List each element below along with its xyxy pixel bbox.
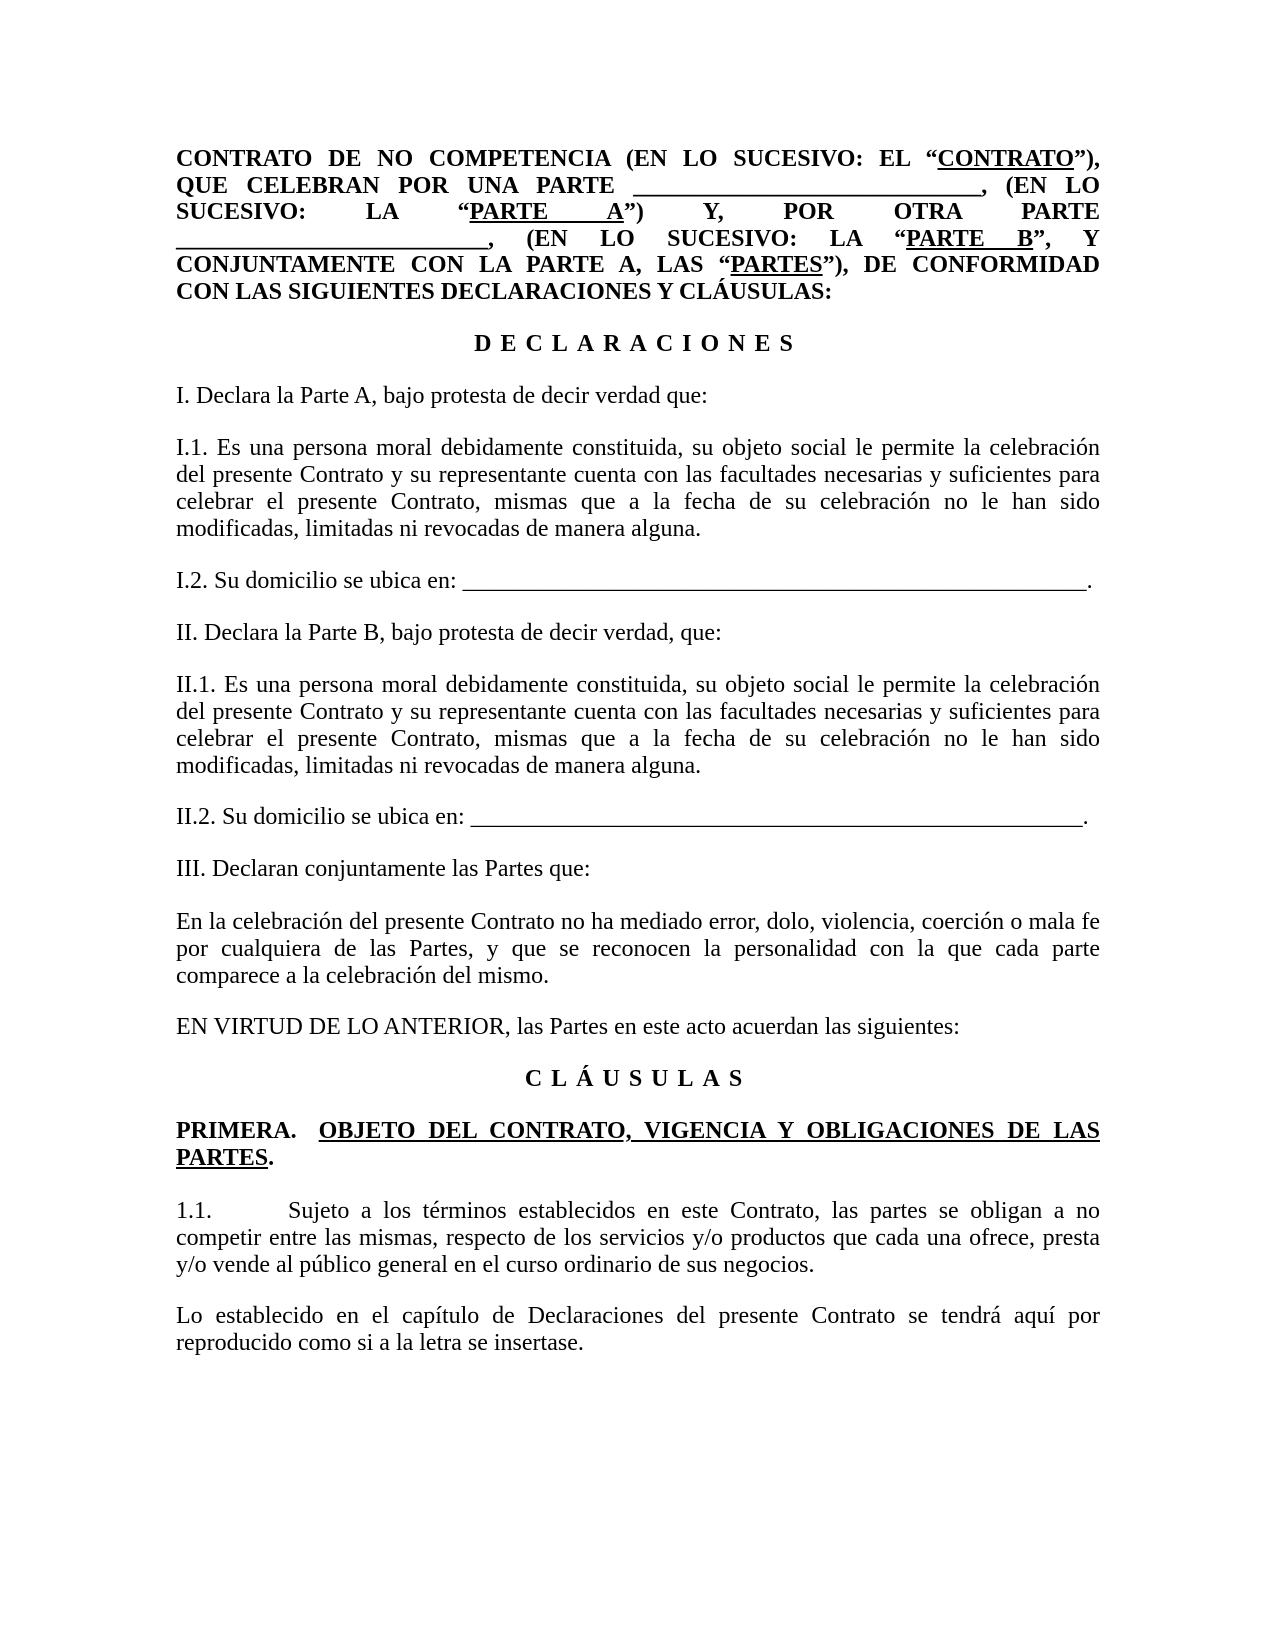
declaration-ii: II. Declara la Parte B, bajo protesta de decir verdad, que:	[176, 620, 722, 646]
declaration-ii-1: II.1. Es una persona moral debidamente constituida, su objeto social le permite la celebración del presente Contrato y su representante cuenta con las facultades necesarias y suficientes para celebrar el presente Contrato, mismas que a la fecha de su celebración no le han sido modificadas, limitadas ni revocadas de manera alguna.	[176, 672, 1100, 779]
title-line-4	[176, 226, 1100, 253]
clausulas-heading: CLÁUSULAS	[524, 1066, 752, 1092]
clause-primera-heading	[176, 1118, 1100, 1172]
title-text: ”),	[1074, 146, 1100, 172]
declaraciones-heading: DECLARACIONES	[474, 331, 802, 357]
title-line-1	[176, 146, 1100, 173]
title-text: CONTRATO DE NO COMPETENCIA (EN LO SUCESIVO: EL “	[176, 146, 938, 172]
declaration-iii: III. Declaran conjuntamente las Partes que:	[176, 856, 591, 882]
title-line-6	[176, 279, 1100, 306]
defined-term-parte-a: PARTE A	[469, 199, 624, 225]
declaration-iii-text: En la celebración del presente Contrato no ha mediado error, dolo, violencia, coerción o mala fe por cualquiera de las Partes, y que se reconocen la personalidad con la que cada parte comparece a la celebración del mismo.	[176, 909, 1100, 989]
virtud-paragraph: EN VIRTUD DE LO ANTERIOR, las Partes en este acto acuerdan las siguientes:	[176, 1014, 960, 1040]
title-text: CON LAS SIGUIENTES DECLARACIONES Y CLÁUSULAS:	[176, 279, 833, 305]
declaration-i: I. Declara la Parte A, bajo protesta de decir verdad que:	[176, 383, 708, 409]
title-text: ”) Y, POR OTRA PARTE	[623, 199, 1100, 225]
declaration-i-2: I.2. Su domicilio se ubica en: ____________________________________________________.	[176, 568, 1093, 594]
title-text: ”, Y	[1033, 226, 1100, 252]
declaration-i-1: I.1. Es una persona moral debidamente constituida, su objeto social le permite la celebración del presente Contrato y su representante cuenta con las facultades necesarias y suficientes para celebrar el presente Contrato, mismas que a la fecha de su celebración no le han sido modificadas, limitadas ni revocadas de manera alguna.	[176, 435, 1100, 542]
clause-number: 1.1.	[176, 1198, 212, 1224]
title-line-3	[176, 199, 1100, 226]
clause-title: OBJETO DEL CONTRATO, VIGENCIA Y OBLIGACIONES DE LAS PARTES	[176, 1118, 1100, 1171]
title-text: SUCESIVO: LA “	[176, 199, 470, 225]
title-text: CONJUNTAMENTE CON LA PARTE A, LAS “	[176, 252, 731, 278]
defined-term-partes: PARTES	[730, 252, 823, 278]
clause-title-end: .	[268, 1145, 275, 1171]
title-text: __________________________, (EN LO SUCESIVO: LA “	[176, 226, 907, 252]
title-text: ”), DE CONFORMIDAD	[822, 252, 1100, 278]
defined-term-parte-b: PARTE B	[906, 226, 1034, 252]
defined-term-contrato: CONTRATO	[937, 146, 1074, 172]
clause-text: Sujeto a los términos establecidos en este Contrato, las partes se obligan a no competir entre las mismas, respecto de los servicios y/o productos que cada una ofrece, presta y/o vende al público general en el curso ordinario de sus negocios.	[176, 1198, 1100, 1278]
clause-label: PRIMERA.	[176, 1118, 297, 1144]
title-text: QUE CELEBRAN POR UNA PARTE _____________________________, (EN LO	[176, 173, 1100, 199]
clause-1-1	[176, 1198, 1100, 1279]
clause-1-1-paragraph-2: Lo establecido en el capítulo de Declaraciones del presente Contrato se tendrá aquí por reproducido como si a la letra se insertase.	[176, 1303, 1100, 1356]
declaration-ii-2: II.2. Su domicilio se ubica en: ___________________________________________________.	[176, 804, 1089, 830]
title-line-5	[176, 252, 1100, 279]
title-line-2	[176, 173, 1100, 200]
